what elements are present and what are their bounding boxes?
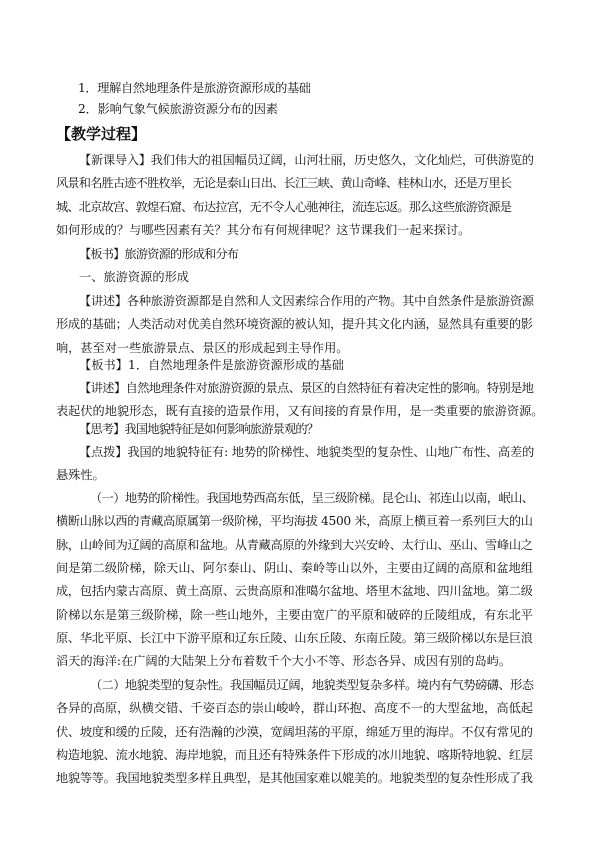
section-heading: 【教学过程】 <box>56 125 147 143</box>
paragraph-line: 原、华北平原、长江中下游平原和辽东丘陵、山东丘陵、东南丘陵。第三级阶梯以东是巨浪 <box>56 631 533 645</box>
paragraph-line: 城、北京故宫、敦煌石窟、布达拉宫，无不令人心驰神往，流连忘返。那么这些旅游资源是 <box>56 200 512 214</box>
paragraph-line: 形成的基础；人类活动对优美自然环境资源的被认知，提升其文化内涵，显然具有重要的影 <box>56 317 533 331</box>
paragraph-line: 如何形成的？与哪些因素有关？其分布有何规律呢？这节课我们一起来探讨。 <box>56 223 471 237</box>
paragraph-line: （一）地势的阶梯性。我国地势西高东低，呈三级阶梯。昆仑山、祁连山以南，岷山、 <box>90 491 534 505</box>
paragraph-line: 伏、坡度和缓的丘陵，还有浩瀚的沙漠，宽阔坦荡的平原，绵延万里的海岸。不仅有常见的 <box>56 725 533 739</box>
paragraph-line: 响，甚至对一些旅游景点、景区的形成起到主导作用。 <box>56 341 349 355</box>
paragraph-line: 构造地貌、流水地貌、海岸地貌，而且还有特殊条件下形成的冰川地貌、喀斯特地貌、红层 <box>56 748 533 762</box>
paragraph-line: （二）地貌类型的复杂性。我国幅员辽阔，地貌类型复杂多样。境内有气势磅礴、形态 <box>90 678 534 692</box>
paragraph-line: 【讲述】各种旅游资源都是自然和人文因素综合作用的产物。其中自然条件是旅游资源 <box>79 294 534 308</box>
paragraph-line: 间是第二级阶梯，除天山、阿尔泰山、阴山、秦岭等山以外，主要由辽阔的高原和盆地组 <box>56 561 534 575</box>
paragraph-line: 【新课导入】我们伟大的祖国幅员辽阔，山河壮丽，历史悠久，文化灿烂，可供游览的 <box>79 153 534 167</box>
paragraph-line: 【板书】1．自然地理条件是旅游资源形成的基础 <box>79 358 345 372</box>
paragraph-line: 悬殊性。 <box>56 468 105 482</box>
paragraph-line: 地貌等等。我国地貌类型多样且典型，是其他国家难以媲美的。地貌类型的复杂性形成了我 <box>56 771 533 785</box>
paragraph-line: 滔天的海洋:在广阔的大陆架上分布着数千个大小不等、形态各异、成因有别的岛屿。 <box>56 654 512 668</box>
paragraph-line: 【板书】旅游资源的形成和分布 <box>79 247 239 261</box>
paragraph-line: 阶梯以东是第三级阶梯，除一些山地外，主要由宽广的平原和破碎的丘陵组成，有东北平 <box>56 608 534 622</box>
objective-item: 2．影响气象气候旅游资源分布的因素 <box>78 102 278 116</box>
paragraph-line: 一、旅游资源的形成 <box>79 270 190 284</box>
objective-item: 1．理解自然地理条件是旅游资源形成的基础 <box>78 81 311 95</box>
paragraph-line: 【点拨】我国的地貌特征有: 地势的阶梯性、地貌类型的复杂性、山地广布性、高差的 <box>79 445 535 459</box>
paragraph-line: 成，包括内蒙古高原、黄土高原、云贵高原和准噶尔盆地、塔里木盆地、四川盆地。第二级 <box>56 584 533 598</box>
paragraph-line: 脉，山岭间为辽阔的高原和盆地。从青藏高原的外缘到大兴安岭、太行山、巫山、雪峰山之 <box>56 538 533 552</box>
paragraph-line: 表起伏的地貌形态，既有直接的造景作用，又有间接的育景作用，是一类重要的旅游资源。 <box>56 404 544 418</box>
paragraph-line: 风景和名胜古迹不胜枚举，无论是泰山日出、长江三峡、黄山奇峰、桂林山水，还是万里长 <box>56 176 512 190</box>
paragraph-line: 【讲述】自然地理条件对旅游资源的景点、景区的自然特征有着决定性的影响。特别是地 <box>79 381 534 395</box>
paragraph-line: 各异的高原，纵横交错、千姿百态的崇山峻岭，群山环抱、高度不一的大型盆地，高低起 <box>56 701 534 715</box>
paragraph-line: 横断山脉以西的青藏高原属第一级阶梯，平均海拔 4500 米，高原上横亘着一系列巨大的山 <box>56 514 533 528</box>
paragraph-line: 【思考】我国地貌特征是如何影响旅游景观的？ <box>79 422 319 436</box>
